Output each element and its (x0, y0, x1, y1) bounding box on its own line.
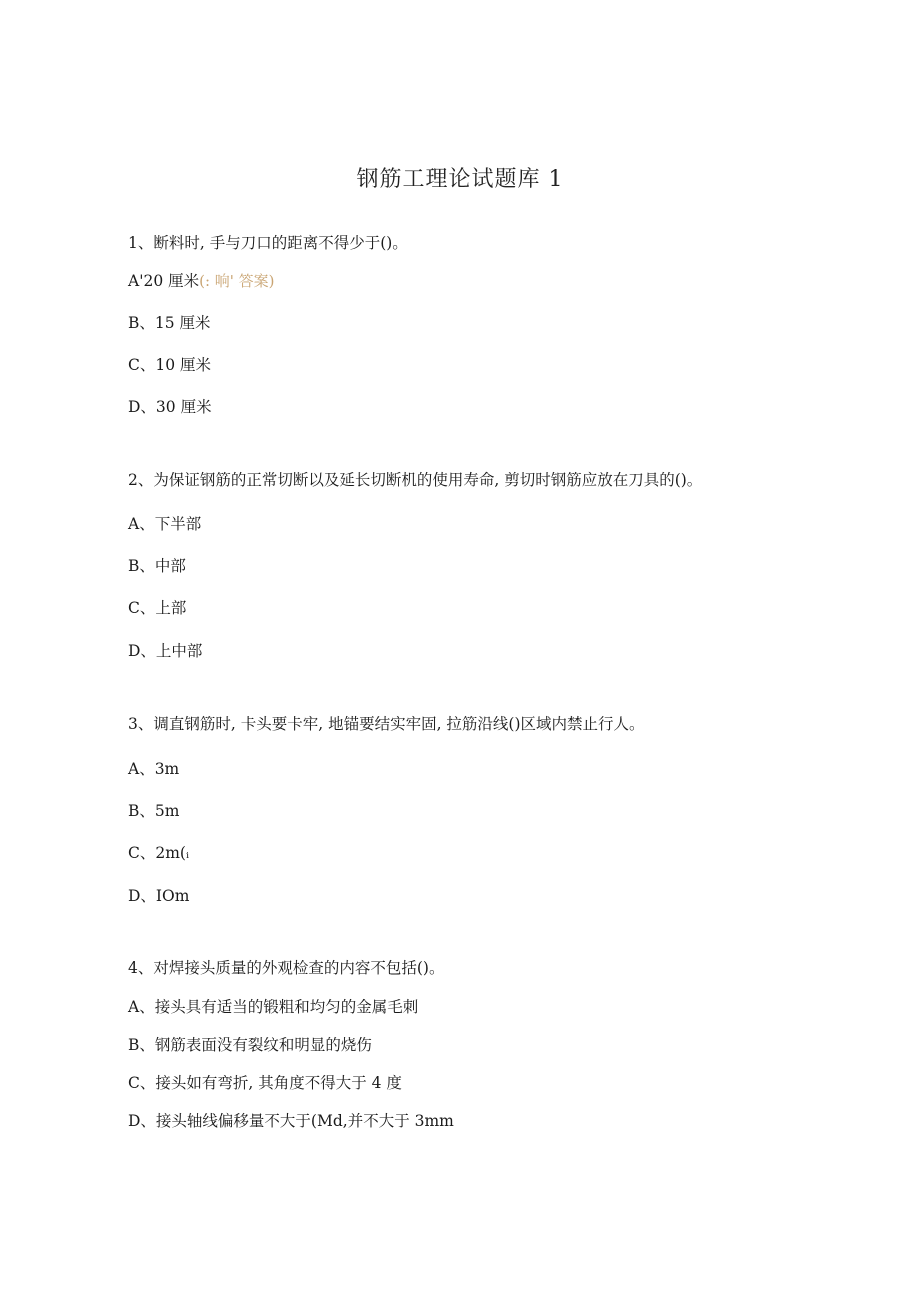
question-1-option-a (128, 271, 275, 291)
question-4-option-c: C、接头如有弯折, 其角度不得大于 4 度 (128, 1074, 402, 1092)
question-2-option-d: D、上中部 (128, 642, 203, 660)
question-3-option-c: C、2m(ᵢ (128, 844, 190, 862)
question-2-option-b: B、中部 (128, 557, 186, 575)
question-1-option-d: D、30 厘米 (128, 398, 212, 416)
question-1-option-c: C、10 厘米 (128, 356, 212, 374)
question-3-option-a: A、3m (128, 760, 180, 778)
question-3-option-b: B、5m (128, 802, 180, 820)
answer-note: (: 响' 答案) (199, 272, 275, 290)
option-text: A'20 厘米 (128, 272, 200, 290)
document-title: 钢筋工理论试题库 1 (356, 167, 564, 192)
question-1-stem: 1、断料时, 手与刀口的距离不得少于()。 (128, 234, 408, 252)
question-3-option-d: D、IOm (128, 887, 190, 905)
question-4-option-b: B、钢筋表面没有裂纹和明显的烧伤 (128, 1036, 372, 1054)
question-4-option-a: A、接头具有适当的锻粗和均匀的金属毛刺 (128, 998, 419, 1016)
question-4-option-d: D、接头轴线偏移量不大于(Md,并不大于 3mm (128, 1112, 454, 1130)
question-2-option-a: A、下半部 (128, 515, 202, 533)
question-2-stem: 2、为保证钢筋的正常切断以及延长切断机的使用寿命, 剪切时钢筋应放在刀具的()。 (128, 471, 703, 489)
question-1-option-b: B、15 厘米 (128, 314, 211, 332)
question-2-option-c: C、上部 (128, 599, 187, 617)
question-4-stem: 4、对焊接头质量的外观检查的内容不包括()。 (128, 959, 445, 977)
question-3-stem: 3、调直钢筋时, 卡头要卡牢, 地锚要结实牢固, 拉筋沿线()区域内禁止行人。 (128, 715, 645, 733)
